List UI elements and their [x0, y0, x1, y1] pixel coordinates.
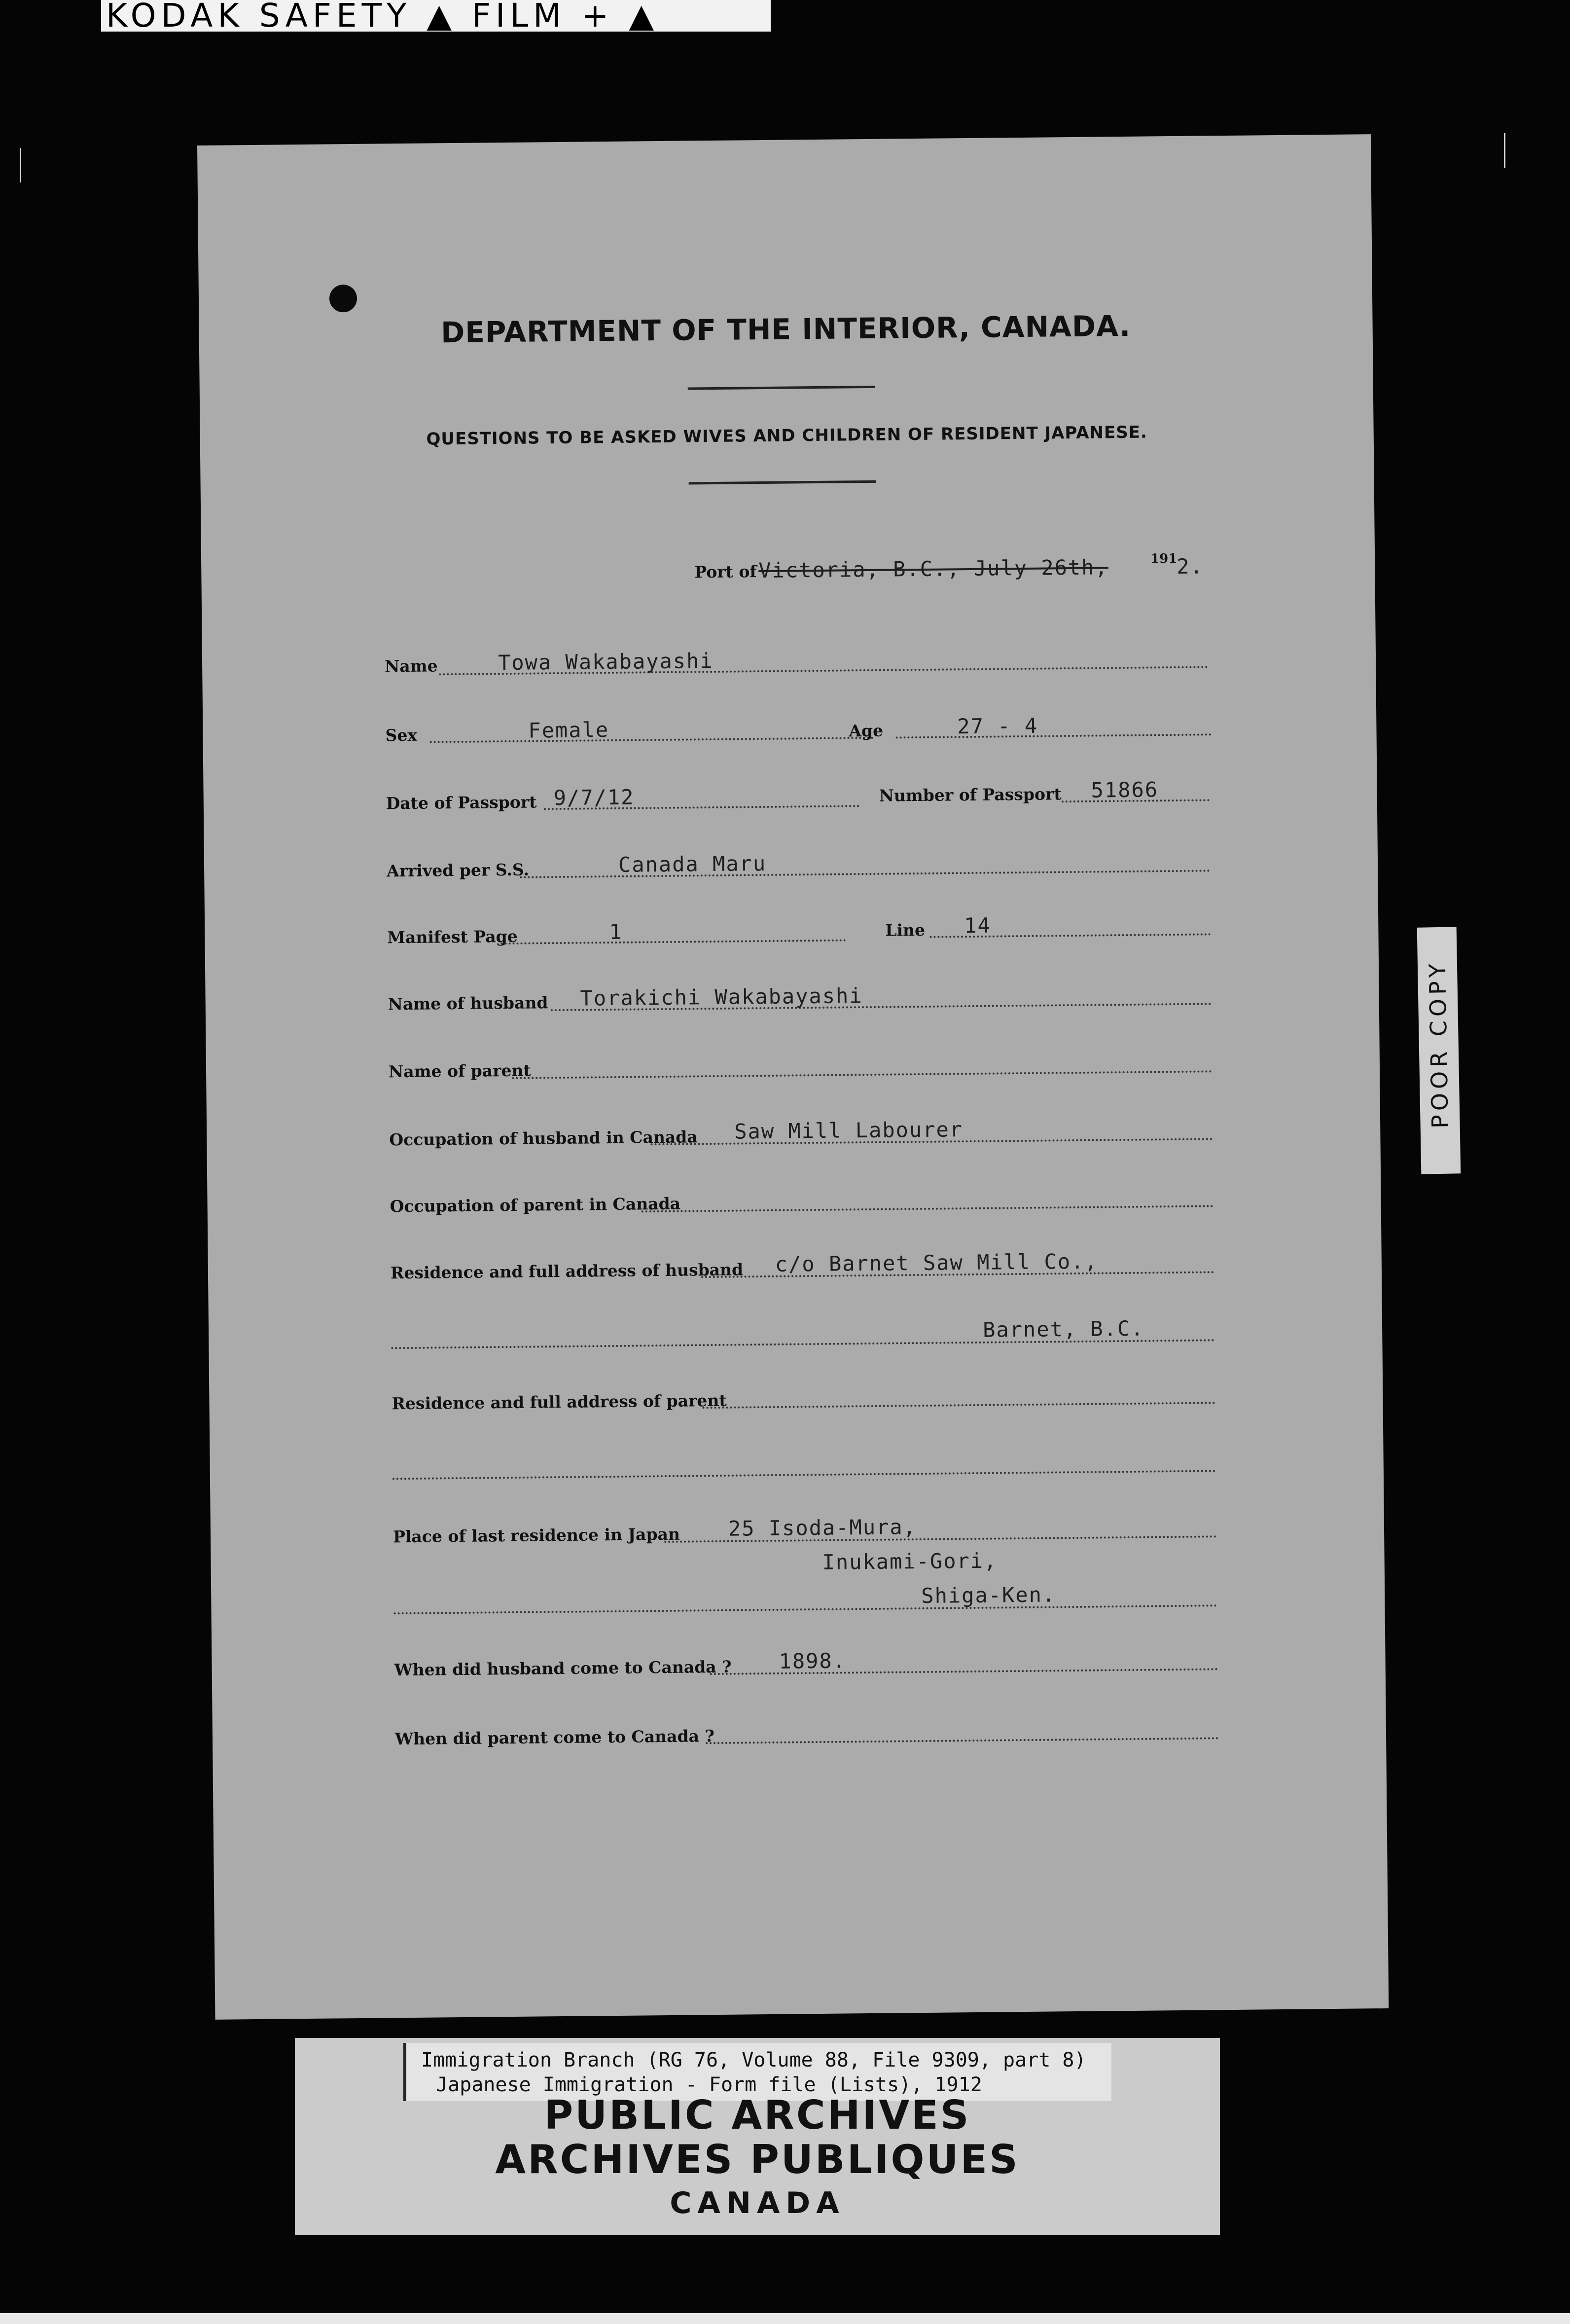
punch-hole — [329, 285, 357, 313]
passport-number-value: 51866 — [1091, 777, 1159, 802]
last-res-line3: Shiga-Ken. — [921, 1582, 1056, 1608]
arrived-value: Canada Maru — [618, 851, 767, 877]
manifest-value: 1 — [609, 919, 623, 944]
port-value: Victoria, B.C., July 26th, — [758, 555, 1108, 583]
age-value: 27 - 4 — [957, 713, 1038, 739]
form-subtitle: QUESTIONS TO BE ASKED WIVES AND CHILDREN OF RESIDENT JAPANESE. — [426, 422, 1148, 449]
divider — [688, 386, 875, 390]
file-reference-line-1: Immigration Branch (RG 76, Volume 88, File 9309, part 8) — [421, 2049, 1086, 2071]
poor-copy-stamp — [1417, 927, 1461, 1174]
parent-line — [512, 1070, 1212, 1079]
manifest-line — [501, 939, 846, 944]
film-edge-print: KODAK SAFETY ▲ FILM + ▲ — [101, 0, 771, 32]
husband-came-value: 1898. — [779, 1648, 847, 1673]
film-scratch — [20, 148, 21, 182]
poor-copy-text: POOR COPY — [1424, 959, 1454, 1129]
film-scratch — [1504, 133, 1505, 168]
husband-came-label: When did husband come to Canada ? — [394, 1657, 732, 1680]
name-label: Name — [384, 656, 438, 676]
year-suffix: 2. — [1177, 554, 1204, 579]
res-parent-line-2 — [392, 1470, 1216, 1480]
last-res-line2: Inukami-Gori, — [822, 1548, 998, 1574]
parent-came-line — [706, 1737, 1218, 1744]
age-line — [896, 733, 1212, 738]
occ-parent-line — [642, 1205, 1213, 1212]
name-value: Towa Wakabayashi — [498, 649, 714, 675]
res-husband-label: Residence and full address of husband — [390, 1260, 744, 1283]
passport-date-value: 9/7/12 — [553, 785, 635, 810]
age-label: Age — [849, 721, 884, 741]
line-value: 14 — [964, 913, 992, 938]
parent-came-label: When did parent come to Canada ? — [394, 1726, 715, 1749]
immigration-form — [197, 134, 1389, 2020]
res-parent-label: Residence and full address of parent — [392, 1390, 727, 1414]
last-res-line1: 25 Isoda-Mura, — [728, 1515, 917, 1541]
file-reference-line-2: Japanese Immigration - Form file (Lists), 1912 — [436, 2073, 982, 2096]
archives-french: ARCHIVES PUBLIQUES — [495, 2137, 1020, 2182]
divider — [689, 480, 876, 485]
occ-husband-label: Occupation of husband in Canada — [389, 1127, 698, 1150]
port-label: Port of — [694, 562, 757, 582]
passport-date-label: Date of Passport — [386, 792, 537, 813]
passport-number-label: Number of Passport — [879, 784, 1062, 805]
line-label: Line — [885, 920, 926, 940]
archives-country: CANADA — [670, 2186, 845, 2220]
last-res-label: Place of last residence in Japan — [392, 1524, 680, 1547]
last-res-line-2 — [394, 1604, 1217, 1614]
year-prefix: 191 — [1150, 551, 1178, 567]
husband-value: Torakichi Wakabayashi — [580, 983, 863, 1011]
res-husband-line2: Barnet, B.C. — [982, 1316, 1144, 1342]
film-edge-bottom — [0, 2313, 1570, 2324]
sex-value: Female — [528, 718, 609, 743]
archives-english: PUBLIC ARCHIVES — [544, 2092, 971, 2138]
sex-label: Sex — [385, 725, 418, 745]
res-parent-line — [703, 1402, 1215, 1409]
husband-label: Name of husband — [388, 993, 548, 1014]
form-title: DEPARTMENT OF THE INTERIOR, CANADA. — [440, 309, 1131, 350]
arrived-label: Arrived per S.S. — [386, 860, 530, 881]
parent-label: Name of parent — [388, 1060, 531, 1082]
occ-husband-value: Saw Mill Labourer — [734, 1117, 963, 1144]
archives-label — [295, 2038, 1220, 2235]
sex-line — [430, 737, 874, 743]
occ-parent-label: Occupation of parent in Canada — [390, 1194, 681, 1216]
manifest-label: Manifest Page — [387, 926, 518, 947]
res-husband-line1: c/o Barnet Saw Mill Co., — [775, 1249, 1098, 1276]
